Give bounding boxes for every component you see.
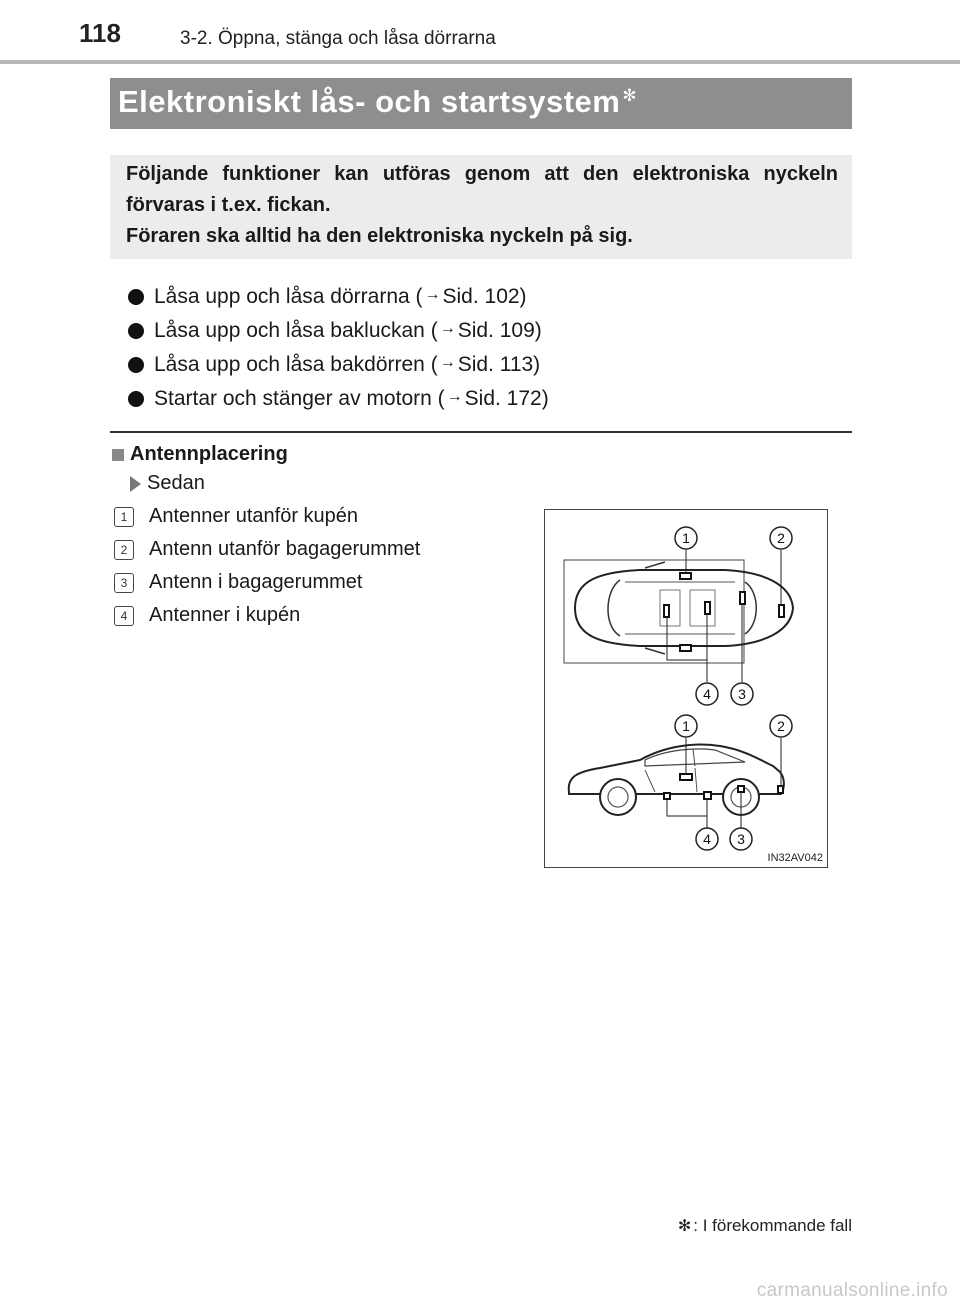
list-item [128, 382, 828, 416]
section-title [118, 84, 637, 120]
svg-text:2: 2 [777, 718, 785, 734]
list-item-text: Låsa upp och låsa dörrarna ( [154, 285, 423, 308]
callout-2-top [770, 527, 792, 549]
bullet-icon [128, 391, 144, 407]
svg-text:2: 2 [777, 530, 785, 546]
triangle-bullet-icon [130, 476, 141, 492]
car-top-mirror-left [645, 562, 665, 568]
svg-text:3: 3 [737, 831, 745, 847]
header-divider [0, 60, 960, 64]
svg-text:3: 3 [738, 686, 746, 702]
callout-3-side [730, 828, 752, 850]
list-item [128, 314, 828, 348]
legend-label: Antenner i kupén [149, 604, 301, 626]
legend-item [114, 566, 420, 599]
arrow-right-icon: → [424, 286, 441, 303]
footnote [678, 1216, 852, 1236]
callout-4-side [696, 828, 718, 850]
square-bullet-icon [112, 449, 124, 461]
arrow-right-icon: → [446, 388, 463, 405]
callout-1-side [675, 715, 697, 737]
arrow-right-icon: → [439, 354, 456, 371]
antenna-marker [705, 602, 710, 614]
car-side-front-wheel [600, 779, 636, 815]
svg-text:4: 4 [703, 831, 711, 847]
legend-number: 3 [114, 573, 134, 593]
subsection-heading-text: Antennplacering [130, 443, 288, 465]
feature-list [128, 280, 828, 416]
antenna-marker [704, 792, 711, 799]
page-reference-link[interactable]: Sid. 113) [457, 353, 541, 376]
callout-3-top [731, 683, 753, 705]
legend-number: 2 [114, 540, 134, 560]
car-top-windshield [608, 580, 620, 636]
car-diagram [545, 510, 827, 867]
bullet-icon [128, 289, 144, 305]
bullet-icon [128, 323, 144, 339]
antenna-marker [680, 573, 691, 579]
antenna-marker [680, 645, 691, 651]
page-reference-link[interactable]: Sid. 109) [457, 319, 542, 342]
antenna-marker [779, 605, 784, 617]
svg-text:1: 1 [682, 530, 690, 546]
callout-2-side [770, 715, 792, 737]
antenna-marker [664, 605, 669, 617]
figure-code: IN32AV042 [767, 852, 823, 864]
antenna-marker [664, 793, 670, 799]
antenna-legend [114, 500, 420, 632]
page-reference-link[interactable]: Sid. 102) [442, 285, 527, 308]
leader-line [667, 799, 707, 816]
variant-label-text: Sedan [147, 472, 205, 494]
arrow-right-icon: → [439, 320, 456, 337]
legend-number: 4 [114, 606, 134, 626]
list-item-text: Startar och stänger av motorn ( [154, 387, 445, 410]
intro-box [110, 155, 852, 259]
car-top-mirror-right [645, 648, 665, 654]
antenna-marker [740, 592, 745, 604]
leader-line [667, 617, 707, 660]
page-reference-link[interactable]: Sid. 172) [464, 387, 549, 410]
legend-item [114, 599, 420, 632]
svg-text:4: 4 [703, 686, 711, 702]
page-number: 118 [79, 18, 121, 48]
list-item [128, 348, 828, 382]
section-title-text: Elektroniskt lås- och startsystem [118, 84, 621, 119]
legend-label: Antenner utanför kupén [149, 505, 359, 527]
list-item-text: Låsa upp och låsa bakdörren ( [154, 353, 438, 376]
section-title-band [110, 78, 852, 129]
intro-paragraph-2: Föraren ska alltid ha den elektroniska nyckeln på sig. [126, 225, 633, 247]
legend-label: Antenn i bagagerummet [149, 571, 363, 593]
antenna-location-figure [544, 509, 828, 868]
section-divider [110, 431, 852, 433]
intro-paragraph-1: Följande funktioner kan utföras genom att den elektroniska nyckeln förvaras i t.ex. fickan. [126, 163, 838, 216]
list-item-text: Låsa upp och låsa bakluckan ( [154, 319, 438, 342]
asterisk-icon: ✻ [677, 1218, 692, 1235]
watermark: carmanualsonline.info [756, 1280, 948, 1301]
legend-item [114, 533, 420, 566]
section-reference: 3-2. Öppna, stänga och låsa dörrarna [180, 28, 496, 49]
bullet-icon [128, 357, 144, 373]
callout-1-top [675, 527, 697, 549]
footnote-text: : I förekommande fall [693, 1216, 852, 1235]
top-view-frame [564, 560, 744, 663]
legend-number: 1 [114, 507, 134, 527]
callout-4-top [696, 683, 718, 705]
list-item [128, 280, 828, 314]
legend-label: Antenn utanför bagagerummet [149, 538, 421, 560]
antenna-marker [778, 786, 783, 793]
legend-item [114, 500, 420, 533]
car-top-rear-window [745, 582, 756, 634]
subsection-heading [112, 443, 288, 466]
antenna-marker [680, 774, 692, 780]
antenna-marker [738, 786, 744, 792]
svg-text:1: 1 [682, 718, 690, 734]
variant-label [130, 472, 205, 495]
asterisk-icon: ✻ [622, 86, 638, 105]
